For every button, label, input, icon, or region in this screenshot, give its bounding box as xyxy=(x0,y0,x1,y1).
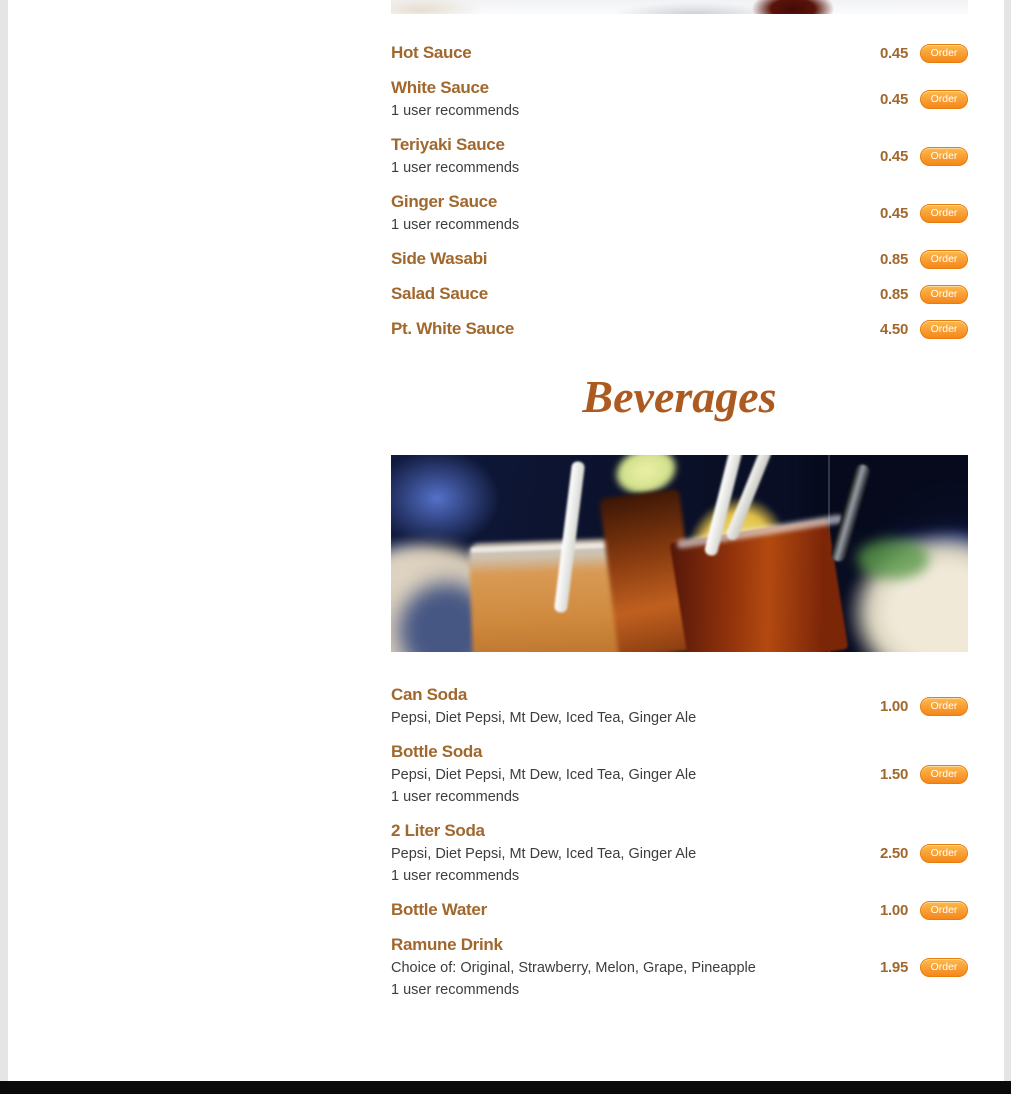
item-recommends: 1 user recommends xyxy=(391,103,520,119)
sauces-list xyxy=(391,41,968,352)
item-name[interactable]: White Sauce xyxy=(391,78,489,97)
item-name[interactable]: Can Soda xyxy=(391,685,468,704)
order-button[interactable]: Order xyxy=(920,320,968,339)
order-button[interactable]: Order xyxy=(920,958,968,977)
order-button[interactable]: Order xyxy=(920,901,968,920)
menu-item-ginger-sauce xyxy=(391,190,968,236)
item-description: Pepsi, Diet Pepsi, Mt Dew, Iced Tea, Ginger Ale xyxy=(391,767,697,783)
item-name[interactable]: 2 Liter Soda xyxy=(391,821,485,840)
order-button[interactable]: Order xyxy=(920,765,968,784)
menu-item-side-wasabi xyxy=(391,247,968,271)
item-name[interactable]: Ginger Sauce xyxy=(391,192,497,211)
footer-bar xyxy=(0,1081,1011,1094)
item-name[interactable]: Bottle Soda xyxy=(391,742,483,761)
order-button[interactable]: Order xyxy=(920,204,968,223)
order-button[interactable]: Order xyxy=(920,90,968,109)
item-description: Choice of: Original, Strawberry, Melon, Grape, Pineapple xyxy=(391,960,756,976)
item-price: 1.50 xyxy=(880,765,908,783)
item-recommends: 1 user recommends xyxy=(391,789,520,805)
item-name[interactable]: Hot Sauce xyxy=(391,43,472,62)
order-button[interactable]: Order xyxy=(920,285,968,304)
beverages-photo xyxy=(391,455,968,652)
item-price: 0.45 xyxy=(880,90,908,108)
item-name[interactable]: Salad Sauce xyxy=(391,284,488,303)
item-recommends: 1 user recommends xyxy=(391,160,520,176)
item-name[interactable]: Pt. White Sauce xyxy=(391,319,515,338)
item-price: 1.00 xyxy=(880,697,908,715)
menu-item-2-liter-soda xyxy=(391,819,968,887)
item-recommends: 1 user recommends xyxy=(391,868,520,884)
content-area xyxy=(8,0,1004,1081)
sauce-photo-cropped xyxy=(391,0,968,14)
item-description: Pepsi, Diet Pepsi, Mt Dew, Iced Tea, Ginger Ale xyxy=(391,710,697,726)
item-price: 0.85 xyxy=(880,250,908,268)
menu-item-teriyaki-sauce xyxy=(391,133,968,179)
menu-item-pt-white-sauce xyxy=(391,317,968,341)
item-recommends: 1 user recommends xyxy=(391,217,520,233)
item-name[interactable]: Side Wasabi xyxy=(391,249,488,268)
item-price: 0.45 xyxy=(880,204,908,222)
menu-item-hot-sauce xyxy=(391,41,968,65)
photo-glass-shape xyxy=(469,538,629,652)
item-name[interactable]: Teriyaki Sauce xyxy=(391,135,505,154)
menu-item-ramune-drink xyxy=(391,933,968,1001)
menu-item-bottle-soda xyxy=(391,740,968,808)
item-description: Pepsi, Diet Pepsi, Mt Dew, Iced Tea, Ginger Ale xyxy=(391,846,697,862)
order-button[interactable]: Order xyxy=(920,250,968,269)
item-price: 0.45 xyxy=(880,44,908,62)
item-price: 4.50 xyxy=(880,320,908,338)
menu-item-can-soda xyxy=(391,683,968,729)
item-price: 0.45 xyxy=(880,147,908,165)
item-name[interactable]: Bottle Water xyxy=(391,900,487,919)
item-price: 1.00 xyxy=(880,901,908,919)
menu-item-salad-sauce xyxy=(391,282,968,306)
order-button[interactable]: Order xyxy=(920,147,968,166)
item-price: 2.50 xyxy=(880,844,908,862)
item-name[interactable]: Ramune Drink xyxy=(391,935,503,954)
photo-plate-rim-shape xyxy=(857,539,929,579)
order-button[interactable]: Order xyxy=(920,697,968,716)
item-price: 1.95 xyxy=(880,958,908,976)
menu-column xyxy=(383,0,968,1081)
beverages-heading: Beverages xyxy=(582,371,777,422)
item-recommends: 1 user recommends xyxy=(391,982,520,998)
order-button[interactable]: Order xyxy=(920,844,968,863)
photo-background-shape xyxy=(811,455,968,537)
item-price: 0.85 xyxy=(880,285,908,303)
menu-item-bottle-water xyxy=(391,898,968,922)
order-button[interactable]: Order xyxy=(920,44,968,63)
menu-item-white-sauce xyxy=(391,76,968,122)
beverages-list xyxy=(391,683,968,1012)
